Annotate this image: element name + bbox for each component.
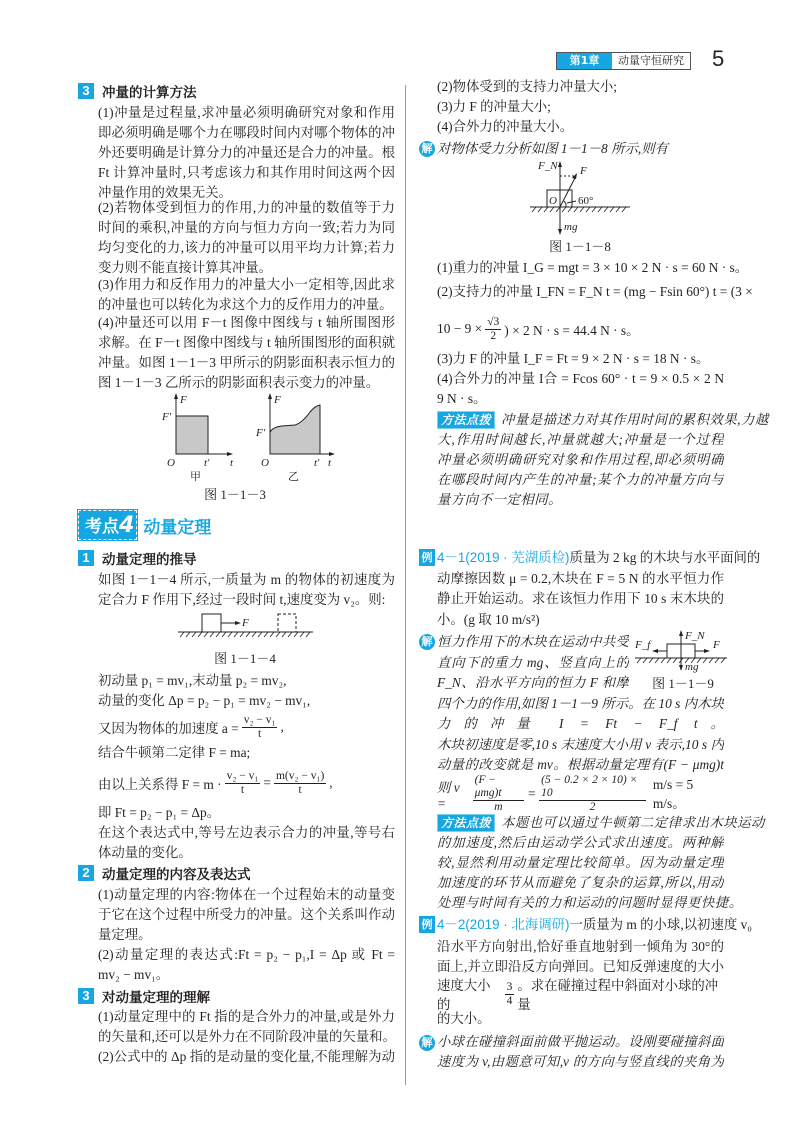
text-line: F_N、沿水平方向的恒力 F 和摩 <box>437 675 629 690</box>
t-prime-label: t′ <box>204 457 210 469</box>
text-line: 面上,并立即沿反方向弹回。已知反弹速度的大小 <box>437 959 724 974</box>
force-label: F <box>713 639 720 651</box>
text-line: 冲量必须明确研究对象和作用过程,即必须明确 <box>437 452 724 467</box>
solution-text <box>437 694 724 776</box>
figure-caption: 图 1－1－3 <box>204 487 266 502</box>
text-line: 处理与时间有关的力和运动的问题时显得更快捷。 <box>437 895 743 910</box>
f-prime-label: F′ <box>256 427 266 439</box>
equation-line: 初动量 p₁ = mv₁,末动量 p₂ = mv₂, <box>98 673 287 688</box>
text-line: 即必须明确是哪个力在哪段时间内对哪个物体的冲 <box>98 125 395 140</box>
text-line: Ft 计算冲量时,只考虑该力和其作用时间这两个因 <box>98 165 395 180</box>
section-heading <box>78 82 197 100</box>
figure-caption: 图 1－1－9 <box>652 676 714 691</box>
section-heading <box>78 864 251 882</box>
equation-text: 10 − 9 × <box>437 321 483 336</box>
text-line: (1)动量定理中的 Ft 指的是合外力的冲量,或是外力 <box>98 1009 395 1024</box>
text-line: 9 N · s。 <box>437 391 487 406</box>
equation-tail: m/s = 5 m/s。 <box>652 776 694 811</box>
section-title: 动量定理的内容及表达式 <box>102 867 251 883</box>
answer-line: (2)支持力的冲量 I_FN = F_N t = (mg − Fsin 60°) t = (3 × <box>437 284 753 299</box>
text-line: 木块初速度是零,10 s 末速度大小用 v 表示,10 s 内 <box>437 736 724 752</box>
section-number: 2 <box>78 865 94 881</box>
numerator: v₂ − v₁ <box>226 769 259 782</box>
graph-variable-force <box>255 393 335 483</box>
text-line: (1)冲量是过程量,求冲量必须明确研究对象和作用 <box>98 105 395 120</box>
denominator: t <box>298 783 302 796</box>
figure-1-1-3 <box>160 392 350 484</box>
axis-label-f: F <box>180 394 187 406</box>
text-line: 定合力 F 作用下,经过一段时间 t,速度变为 v₂。则: <box>98 592 386 607</box>
tip-lines <box>437 833 743 913</box>
text-line: 冲量作用的效果无关。 <box>98 185 232 200</box>
denominator: m <box>494 801 503 813</box>
chapter-title: 动量守恒研究 <box>618 54 684 67</box>
method-tip-badge: 方法点拨 <box>437 814 495 832</box>
text-line: mv₂ − mv₁。 <box>98 967 170 982</box>
paragraph <box>98 885 395 945</box>
paragraph <box>98 823 395 863</box>
text-line: 在这个表达式中,等号左边表示合力的冲量,等号右 <box>98 825 395 840</box>
text-line: 的冲量也可以转化为求这个力的反作用力的冲量。 <box>98 297 393 312</box>
paragraph <box>98 945 395 985</box>
equation-text: 又因为物体的加速度 a = <box>98 720 239 736</box>
tip-text: 本题也可以通过牛顿第二定律求出木块运动 <box>501 815 765 830</box>
normal-force-label: F_N <box>538 160 558 172</box>
paragraph <box>98 570 395 610</box>
text-line: 时间的乘积,冲量的方向与恒力方向一致;若力为同 <box>98 220 395 235</box>
text-line: (1)动量定理的内容:物体在一个过程始末的动量变 <box>98 887 395 902</box>
equals-sign: = <box>527 786 537 801</box>
answer-fraction-line <box>437 312 724 346</box>
equation-tail: ) × 2 N · s = 44.4 N · s。 <box>504 322 640 338</box>
text-line: 速度为 v,由题意可知,v 的方向与竖直线的夹角为 <box>437 1054 724 1069</box>
fraction <box>473 774 524 814</box>
fraction <box>505 981 515 1008</box>
topic-number: 4 <box>119 513 135 538</box>
numerator: m(v₂ − v₁) <box>275 769 325 782</box>
topic-heading <box>78 510 211 540</box>
graph-label-a: 甲 <box>190 471 201 483</box>
origin-label: O <box>549 195 557 207</box>
text-line: 沿水平方向射出,恰好垂直地射到一倾角为 30°的 <box>437 939 724 954</box>
text-line: (4)冲量还可以用 F－t 图像中图线与 t 轴所围图形 <box>98 315 395 330</box>
solution-badge: 解 <box>419 634 435 650</box>
friction-label: F_f <box>635 639 651 651</box>
section-heading <box>78 987 210 1005</box>
figure-1-1-4 <box>178 610 318 642</box>
numerator: √3 <box>487 315 500 328</box>
answer-line: (3)力 F 的冲量 I_F = Ft = 9 × 2 N · s = 18 N · s。 <box>437 351 710 366</box>
example-4-2 <box>437 915 752 1029</box>
text-line: 动摩擦因数 μ = 0.2,木块在 F = 5 N 的水平恒力作 <box>437 570 724 586</box>
section-number: 3 <box>78 988 94 1004</box>
f-prime-label: F′ <box>162 411 172 423</box>
numerator: (5 − 0.2 × 2 × 10) × 10 <box>539 774 646 801</box>
text-line: 大,作用时间越长,冲量就越大;冲量是一个过程 <box>437 432 724 447</box>
solution-text: 对物体受力分析如图 1－1－8 所示,则有 <box>437 141 668 156</box>
denominator: 2 <box>589 801 596 813</box>
section-number: 1 <box>78 550 94 566</box>
tip-text: 冲量是描述力对其作用时间的累积效果,力越 <box>501 412 769 427</box>
text-line: 加速度的环节从而避免了复杂的运算,所以,用动 <box>437 875 724 890</box>
equation-tail: , <box>280 719 284 734</box>
fraction <box>225 770 261 797</box>
text-line: 动量的改变就是 mv。根据动量定理有(F − μmg)t <box>437 757 724 772</box>
text-line: 直向下的重力 mg、竖直向上的 <box>437 654 629 670</box>
topic-title: 动量定理 <box>143 517 212 538</box>
equation-tail: , <box>329 775 333 790</box>
equals-sign: = <box>263 775 271 790</box>
fraction <box>539 774 646 814</box>
example-ref: 4－2(2019 · 北海调研) <box>437 917 570 932</box>
text-line: 于它在这个过程中所受力的冲量。这个关系叫作动 <box>98 907 395 922</box>
text-line: 小球在碰撞斜面前做平抛运动。设刚要碰撞斜面 <box>437 1034 724 1049</box>
equation-line: 动量的变化 Δp = p₂ − p₁ = mv₂ − mv₁, <box>98 693 311 708</box>
figure-1-1-9 <box>635 630 727 674</box>
graph-constant-force <box>161 393 234 483</box>
section-title: 动量定理的推导 <box>102 552 197 568</box>
text-line: 冲量。如图 1－1－3 甲所示的阴影面积表示恒力的 <box>98 355 395 370</box>
paragraph <box>98 313 395 393</box>
method-tip <box>437 813 765 913</box>
angle-label: 60° <box>578 195 594 207</box>
denominator: 4 <box>506 994 513 1007</box>
solution-text <box>437 1032 724 1072</box>
equation-text: 则 v = <box>437 779 460 811</box>
example-text: 质量为 2 kg 的木块与水平面间的 <box>569 550 761 565</box>
origin-label: O <box>167 457 175 469</box>
text-line: 体动量的变化。 <box>98 845 192 860</box>
chapter-label: 第1章 <box>557 53 612 69</box>
text-line: 的矢量和,还可以是外力在不同阶段冲量的矢量和。 <box>98 1029 396 1044</box>
chapter-header <box>556 52 691 70</box>
column-divider <box>405 85 406 1085</box>
topic-label <box>78 510 137 540</box>
example-text: 速度大小的 <box>437 978 491 1012</box>
section-number: 3 <box>78 83 94 99</box>
example-text: 一质量为 m 的小球,以初速度 v₀ <box>569 917 752 932</box>
equation-line: 结合牛顿第二定律 F = ma; <box>98 745 251 760</box>
example-4-1 <box>437 548 761 630</box>
paragraph <box>98 1047 395 1067</box>
text-line: 恒力作用下的木块在运动中共受 <box>437 634 629 649</box>
text-line: 的加速度,然后由运动学公式求出速度。两种解 <box>437 835 724 850</box>
text-line: 求解。在 F－t 图像中图线与 t 轴所围图形的面积就 <box>98 335 395 350</box>
example-badge: 例 <box>419 549 435 566</box>
answer-line: (1)重力的冲量 I_G = mgt = 3 × 10 × 2 N · s = 60 N · s。 <box>437 260 749 275</box>
text-line: 量定理。 <box>98 927 152 942</box>
section-title: 冲量的计算方法 <box>102 85 197 101</box>
text-line: (2)动量定理的表达式:Ft = p₂ − p₁,I = Δp 或 Ft = <box>98 947 395 962</box>
text-line: (3)力 F 的冲量大小; <box>437 99 551 114</box>
text-line: (4)合外力的冲量大小。 <box>437 119 574 134</box>
question-parts <box>437 77 724 137</box>
axis-label-f: F <box>274 394 281 406</box>
text-line: 均匀变化的力,该力的冲量可以用平均力计算;若力 <box>98 240 395 255</box>
page-number: 5 <box>712 46 725 71</box>
graph-label-b: 乙 <box>288 471 299 483</box>
example-fraction-line <box>437 978 724 1012</box>
axis-label-t: t <box>328 457 332 469</box>
example-badge: 例 <box>419 916 435 933</box>
numerator: 3 <box>506 980 513 993</box>
solution-badge: 解 <box>419 141 435 157</box>
denominator: t <box>240 783 245 796</box>
text-line: 变力则不能直接计算其冲量。 <box>98 260 273 275</box>
equation-acceleration <box>98 712 395 742</box>
text-line: 力的冲量 I = Ft − F_f t。 <box>437 716 724 731</box>
figure-1-1-8 <box>530 160 640 238</box>
text-line: 四个力的作用,如图 1－1－9 所示。在 10 s 内木块 <box>437 695 724 711</box>
denominator: 2 <box>490 329 497 342</box>
tip-lines <box>437 430 724 510</box>
text-line: (2)公式中的 Δp 指的是动量的变化量,不能理解为动 <box>98 1049 395 1064</box>
example-ref: 4－1(2019 · 芜湖质检) <box>437 550 570 565</box>
text-line: (2)若物体受到恒力的作用,力的冲量的数值等于力 <box>98 200 395 215</box>
method-tip <box>437 410 769 510</box>
section-title: 对动量定理的理解 <box>102 990 210 1006</box>
paragraph <box>98 275 395 315</box>
text-line: (2)物体受到的支持力冲量大小; <box>437 79 618 94</box>
figure-caption: 图 1－1－4 <box>214 651 276 666</box>
text-line: 较,显然利用动量定理比较简单。因为动量定理 <box>437 855 724 870</box>
gravity-label: mg <box>685 661 699 673</box>
figure-caption: 图 1－1－8 <box>549 239 611 254</box>
equation-force <box>98 768 395 798</box>
fraction <box>485 316 501 343</box>
equation-text: 由以上关系得 F = m · <box>98 776 222 792</box>
topic-label-text: 考点 <box>85 517 119 537</box>
text-line: 静止开始运动。求在该恒力作用下 10 s 末木块的 <box>437 591 724 606</box>
example-text: 的大小。 <box>437 1011 491 1026</box>
text-line: (3)作用力和反作用力的冲量大小一定相等,因此求 <box>98 277 395 292</box>
text-line: 量方向不一定相同。 <box>437 492 563 507</box>
numerator: v₂ − v₁ <box>243 713 276 726</box>
paragraph <box>98 198 395 278</box>
text-line: 外还要明确是计算分力的冲量还是合力的冲量。根 <box>98 145 395 160</box>
text-line: 在哪段时间内产生的冲量;某个力的冲量方向与 <box>437 472 724 487</box>
example-lines <box>437 937 724 977</box>
example-lines <box>437 569 724 631</box>
force-label: F <box>580 165 587 177</box>
section-heading <box>78 549 197 567</box>
normal-force-label: F_N <box>685 630 705 642</box>
method-tip-badge: 方法点拨 <box>437 411 495 429</box>
paragraph <box>98 103 395 203</box>
t-prime-label: t′ <box>314 457 320 469</box>
gravity-label: mg <box>564 221 578 233</box>
numerator: (F − μmg)t <box>473 774 524 801</box>
fraction <box>242 714 278 741</box>
text-line: 如图 1－1－4 所示,一质量为 m 的物体的初速度为 <box>98 572 395 587</box>
solution-badge: 解 <box>419 1035 435 1051</box>
origin-label: O <box>261 457 269 469</box>
force-label: F <box>242 617 249 629</box>
text-line: (4)合外力的冲量 I合 = Fcos 60° · t = 9 × 0.5 × 2 N <box>437 371 724 386</box>
text-line: 图 1－1－3 乙所示的阴影面积表示变力的冲量。 <box>98 375 380 390</box>
equation-line: 即 Ft = p₂ − p₁ = Δp。 <box>98 805 221 820</box>
paragraph <box>98 1007 395 1047</box>
answer-line <box>437 369 724 409</box>
solution-text <box>437 632 629 694</box>
example-text: 。求在碰撞过程中斜面对小球的冲量 <box>517 978 719 1012</box>
text-line: 小。(g 取 10 m/s²) <box>437 611 540 627</box>
axis-label-t: t <box>230 457 234 469</box>
fraction <box>274 770 326 797</box>
velocity-equation <box>437 774 724 813</box>
denominator: t <box>258 727 262 740</box>
